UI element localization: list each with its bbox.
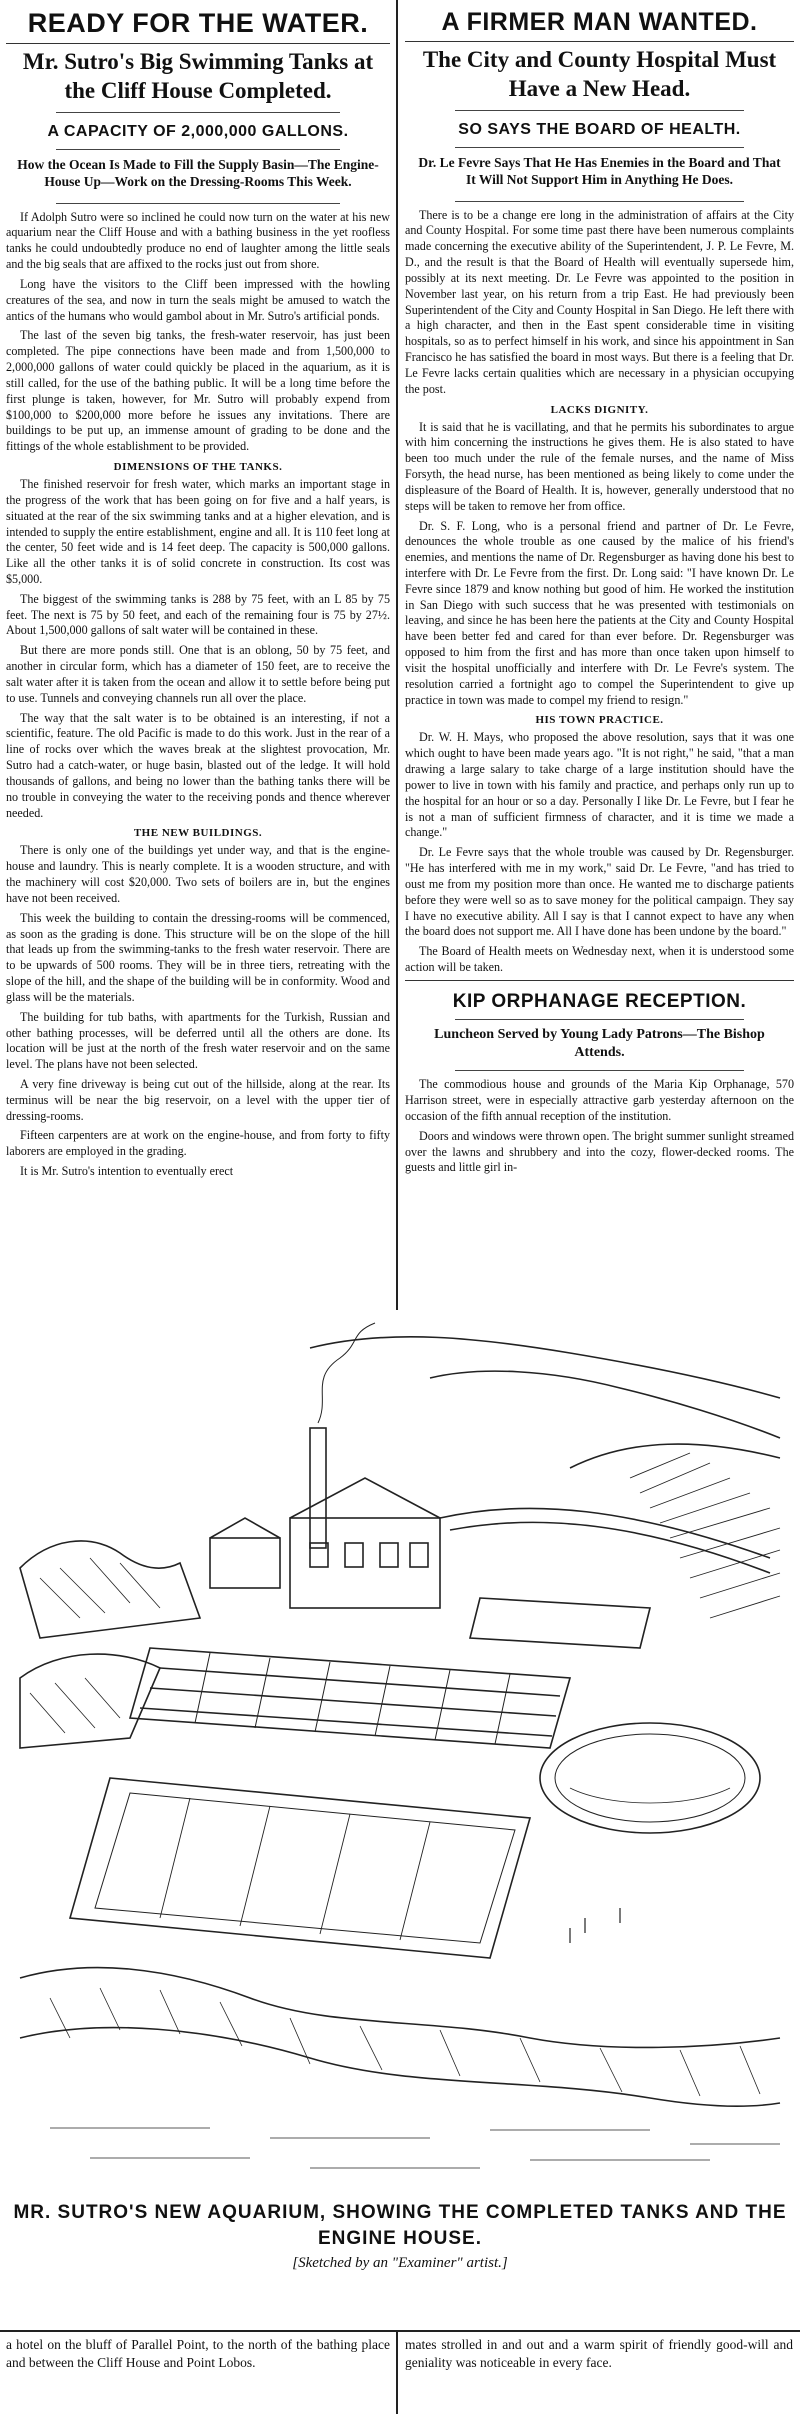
left-headline: READY FOR THE WATER. [27,8,369,38]
column-divider [396,2332,398,2414]
rule [455,1070,744,1071]
paragraph: Dr. S. F. Long, who is a personal friend and partner of Dr. Le Fevre, denounces the whole trouble as one caused by the malice of his friend's enemies, and mentions the name of Dr. Regensburger as having done his best to interfere with Dr. Le Fevre from the first. Dr. Long said: "I have known Dr. Le Fevre since 1879 and know nothing but good of him. He worked the institution in San Diego with such success that he was presented with testimonials on leaving, and since he has been here the patients at the City and County Hospital have been better fed and cared for than ever before. Dr. Regensburger was opposed to him from the first and has more than once taken upon himself to visit the hospital unofficially and interfere with Dr. Le Fevre's system. The resolution carried a fortnight ago to compel the Superintendent to give up practice in town was made to compel my friend to resign." [405,518,794,707]
caption-credit: [Sketched by an "Examiner" artist.] [292,2255,508,2272]
left-deck: How the Ocean Is Made to Fill the Supply Basin—The Engine-House Up—Work on the Dressing-Rooms This Week. [17,156,379,190]
right-column-article [399,0,800,1180]
paragraph: Dr. W. H. Mays, who proposed the above resolution, says that it was one which ought to have been made years ago. "It is not right," he said, "that a man drawing a large salary to take charge of a large institution should have the power to live in town with his family and practice, and perhaps only run up to the hospital for an hour or so a day. Personally I like Dr. Le Fevre, but I fear he is not a man of sufficient firmness of character, and it is time we made a change." [405,730,794,840]
paragraph: The biggest of the swimming tanks is 288 by 75 feet, with an L 85 by 75 feet. The next is 75 by 50 feet, and each of the remaining four is 75 by 27½. About 1,500,000 gallons of salt water will be contained in these. [6,591,390,638]
rule [0,2330,800,2332]
paragraph: There is to be a change ere long in the administration of affairs at the City and County Hospital. For some time past there have been numerous complaints made concerning the executive ability of the Superintendent, J. P. Le Fevre, M. D., and the result is that the Board of Health will eventually supersede him, possibly at its next meeting. Dr. Le Fevre was appointed to the position in November last year, on his return from a trip East. He had previously been Superintendent of the City and County Hospital in San Diego. He left there with a high character, and then in the East spent considerable time in visiting hospitals, so as to perfect himself in his work, and since his appointment in San Francisco he has satisfied the board in most ways. But there is a feeling that Dr. Le Fevre lacks certain qualities which are necessary in a physician occupying the post. [405,207,794,396]
capacity-heading: A CAPACITY OF 2,000,000 GALLONS. [47,122,349,140]
aquarium-illustration [10,1318,790,2188]
section-heading: DIMENSIONS OF THE TANKS. [113,461,283,474]
paragraph: Dr. Le Fevre says that the whole trouble was caused by Dr. Regensburger. "He has interfered with me in my work," said Dr. Le Fevre, "and has tried to oust me from my position more than once. He wanted me to discharge patients before they were well so as to save money for the political campaign. They say I have no executive ability. All I say is that I cannot expect to have any when the board does not support me. All I have done has been undone by the board." [405,845,794,939]
paragraph: The finished reservoir for fresh water, which marks an important stage in the progress of the work that has been going on for five and a half years, is situated at the rear of the six swimming tanks and at a higher elevation, and is intended to supply the entire establishment, engine and all. It is 110 feet long at the center, 50 feet wide and is 14 feet deep. The capacity is 500,000 gallons. Like all the other tanks it is of solid concrete in construction. Its cost was $5,000. [6,477,390,586]
rule [405,980,794,981]
rule [56,112,340,113]
left-subhead: Mr. Sutro's Big Swimming Tanks at the Cliff House Completed. [22,49,374,103]
paragraph: It is said that he is vacillating, and that he permits his subordinates to argue with him concerning the instructions he gives them. He is also stated to have been too much under the rule of the female nurses, and the name of Miss Forsyth, the head nurse, has been mentioned as being likely to come under the displeasure of the Board of Health. It is, however, generally understood that no steps will be taken to remove her from office. [405,419,794,513]
column-divider [396,0,398,1310]
rule [56,149,340,150]
illustration-caption [0,2200,800,2272]
kip-deck: Luncheon Served by Young Lady Patrons—The Bishop Attends. [434,1026,765,1061]
paragraph: Doors and windows were thrown open. The bright summer sunlight streamed over the lawns and shrubbery and into the cozy, flower-decked rooms. The guests and little girl in- [405,1128,794,1175]
rule [455,1019,744,1020]
rule [455,201,744,202]
right-subhead: The City and County Hospital Must Have a New Head. [422,47,777,101]
paragraph: There is only one of the buildings yet under way, and that is the engine-house and laundry. This is nearly complete. It is a wooden structure, and with the machinery will cost $20,000. Two sets of boilers are in, but the engines have not been received. [6,843,390,905]
caption-title: MR. SUTRO'S NEW AQUARIUM, SHOWING THE COMPLETED TANKS AND THE ENGINE HOUSE. [13,2202,787,2249]
paragraph: But there are more ponds still. One that is an oblong, 50 by 75 feet, and another in circular form, which has a diameter of 150 feet, are to receive the salt water after it is taken from the ocean and allow it to settle before being put to use. Tunnels and conveying channels run all over the place. [6,643,390,705]
rule [455,110,744,111]
paragraph: A very fine driveway is being cut out of the hillside, along at the rear. Its terminus will be near the big reservoir, on a level with the upper tier of dressing-rooms. [6,1077,390,1123]
board-heading: SO SAYS THE BOARD OF HEALTH. [458,120,741,138]
kip-headline: KIP ORPHANAGE RECEPTION. [452,990,747,1012]
paragraph: The last of the seven big tanks, the fresh-water reservoir, has just been completed. The pipe connections have been made and from 1,500,000 to 2,000,000 gallons of water could quickly be placed in the aquarium, as it is still called, for the use of the bathing public. It will be a long time before the first plunge is taken, however, for Mr. Sutro will probably expend from $100,000 to $200,000 more before he issues any invitations. There are buildings to be put up, an immense amount of grading to be done and the fittings of the whole establishment to be provided. [6,328,390,454]
paragraph: mates strolled in and out and a warm spirit of friendly good-will and geniality was noticeable in every face. [405,2337,793,2370]
paragraph: It is Mr. Sutro's intention to eventually erect [20,1164,234,1179]
paragraph: Fifteen carpenters are at work on the engine-house, and from forty to fifty laborers are employed in the grading. [6,1128,390,1159]
rule [455,147,744,148]
paragraph: Long have the visitors to the Cliff been impressed with the howling creatures of the sea, and now in turn the seals might be amused to watch the antics of the humans who would gambol about in Mr. Sutro's artificial ponds. [6,276,390,323]
left-column-article [0,0,396,1184]
paragraph: The building for tub baths, with apartments for the Turkish, Russian and other bathing processes, will be deferred until all the others are done. Its location will be just at the north of the fresh water reservoir and on the same level. The plans have not been selected. [6,1009,390,1072]
paragraph: a hotel on the bluff of Parallel Point, to the north of the bathing place and between the Cliff House and Point Lobos. [6,2337,390,2370]
section-heading: LACKS DIGNITY. [550,403,649,416]
right-headline: A FIRMER MAN WANTED. [441,8,758,36]
rule [6,43,390,44]
paragraph: The commodious house and grounds of the Maria Kip Orphanage, 570 Harrison street, were in especially attractive garb yesterday afternoon on the occasion of the fifth annual reception of the institution. [405,1077,794,1123]
rule [56,203,340,204]
paragraph: If Adolph Sutro were so inclined he could now turn on the water at his new aquarium near the Cliff House and with a bathing business in the yet roofless tanks he could undoubtedly produce no end of laughter among the little seals and the big seals that are affixed to the rocks just out from shore. [6,209,390,272]
section-heading: HIS TOWN PRACTICE. [535,714,664,727]
section-heading: THE NEW BUILDINGS. [133,827,263,840]
paragraph: The Board of Health meets on Wednesday next, when it is understood some action will be taken. [405,944,794,975]
right-continuation [405,2336,793,2375]
rule [405,41,794,42]
paragraph: This week the building to contain the dressing-rooms will be commenced, as soon as the grading is done. This structure will be on the slope of the hill that leads up from the swimming-tanks to the fresh water reservoir. There are to be upwards of 500 rooms. They will be in three tiers, retreating with the slope of the hill, and the shape of the building will be in conformity. Wood and glass will be the materials. [6,910,390,1004]
paragraph: The way that the salt water is to be obtained is an interesting, if not a scientific, feature. The old Pacific is made to do this work. Just in the rear of a line of rocks over which the waves break at the slightest provocation, Mr. Sutro had a catch-water, or huge basin, blasted out of the ledge. It will hold thousands of gallons, and being no lower than the bathing tanks there will be no trouble in conveying the water to the receiving ponds and thence wherever needed. [6,710,390,820]
right-deck: Dr. Le Fevre Says That He Has Enemies in the Board and That It Will Not Support Him in Anything He Does. [418,154,781,188]
left-continuation [6,2336,390,2375]
